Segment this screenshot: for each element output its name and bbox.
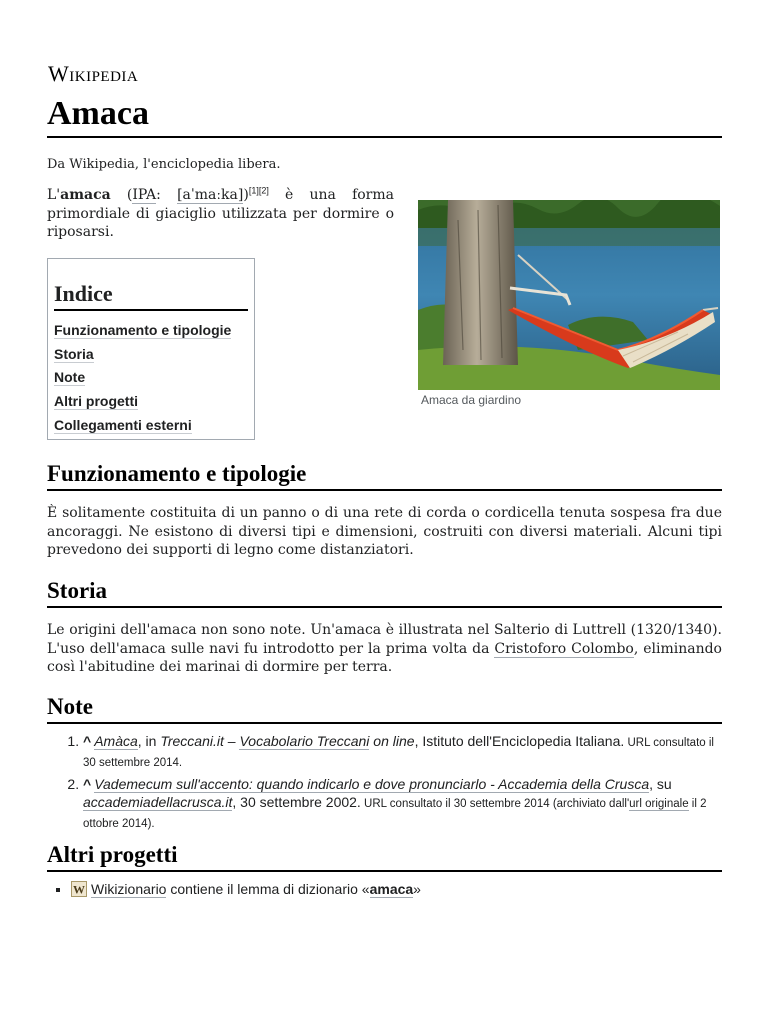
svg-text:W: ▪ W (73, 882, 85, 897)
backlink-caret[interactable]: ^ (83, 776, 92, 792)
toc-item-note[interactable]: Note (54, 369, 86, 386)
table-of-contents (47, 258, 255, 440)
amaca-dictionary-link[interactable]: amaca (369, 881, 414, 897)
storia-paragraph (47, 621, 722, 677)
hammock-figure (418, 200, 720, 407)
wikipedia-logo[interactable]: Wikipedia (48, 61, 139, 86)
intro-text: L' (47, 187, 61, 203)
wiktionary-icon (71, 881, 87, 897)
intro-text: ) (243, 187, 249, 203)
figure-caption: Amaca da giardino (421, 393, 522, 407)
reference-link[interactable]: Vademecum sull'accento: quando indicarlo e dove pronunciarlo - Accademia della Crusca (94, 776, 650, 792)
heading-note: Note (47, 693, 722, 724)
heading-funzionamento: Funzionamento e tipologie (47, 460, 722, 491)
reference-1-link[interactable]: [1] (248, 185, 259, 196)
sister-project-text: » (413, 881, 421, 897)
reference-source: on line (369, 733, 415, 749)
hammock-photo[interactable] (418, 200, 720, 390)
backlink-caret[interactable]: ^ (83, 733, 92, 749)
reference-access-date: URL consultato il 30 settembre 2014 (archiviato dall' (360, 798, 630, 810)
reference-2-link[interactable]: [2] (258, 185, 269, 196)
reference-text: , su (649, 776, 672, 792)
toc-item-altri-progetti[interactable]: Altri progetti (54, 393, 138, 410)
toc-item-storia[interactable]: Storia (54, 345, 94, 362)
intro-bold-term: amaca (60, 187, 111, 203)
reference-link[interactable]: Vocabolario Treccani (239, 733, 370, 749)
cristoforo-colombo-link[interactable]: Cristoforo Colombo (494, 640, 634, 657)
references-list (47, 732, 727, 836)
original-url-link[interactable]: url originale (629, 798, 689, 810)
reference-item (83, 732, 727, 772)
reference-item (83, 775, 727, 833)
intro-text: ( (110, 187, 133, 203)
wikizionario-link[interactable]: Wikizionario (91, 881, 167, 897)
page-title: Amaca (47, 94, 722, 138)
heading-storia: Storia (47, 577, 722, 608)
reference-text: , in (137, 733, 161, 749)
reference-text: , Istituto dell'Enciclopedia Italiana. (414, 733, 625, 749)
sister-project-text: contiene il lemma di dizionario « (166, 881, 370, 897)
funzionamento-paragraph: È solitamente costituita di un panno o di una rete di corda o cordicella tenuta sospesa fra due ancoraggi. Ne esistono di diversi tipi e dimensioni, costruiti con diversi materiali. Alcuni tipi prevedono dei supporti di legno come distanziatori. (47, 505, 722, 558)
sister-projects-list (47, 880, 722, 898)
list-item (71, 880, 722, 898)
ipa-link[interactable]: IPA (132, 187, 157, 203)
reference-archive-date: il 2 ottobre 2014). (83, 798, 707, 830)
reference-source: Treccani.it (160, 733, 224, 749)
storia-text: , eliminando così l'abitudine dei marinai di dormire per terra. (47, 640, 722, 675)
toc-item-collegamenti-esterni[interactable]: Collegamenti esterni (54, 416, 192, 433)
intro-text: è una forma primordiale di giaciglio utilizzata per dormire o riposarsi. (47, 187, 394, 240)
reference-text: , 30 settembre 2002. (232, 794, 361, 810)
intro-text: : (156, 187, 178, 203)
toc-item-funzionamento[interactable]: Funzionamento e tipologie (54, 322, 232, 338)
page-subtitle: Da Wikipedia, l'enciclopedia libera. (47, 157, 281, 172)
reference-link[interactable]: accademiadellacrusca.it (83, 794, 233, 810)
storia-text: Le origini dell'amaca non sono note. Un'amaca è illustrata nel Salterio di Luttrell (1320/1340). L'uso dell'amaca sulle navi fu introdotto per la prima volta da (47, 622, 722, 657)
toc-title: Indice (54, 281, 248, 311)
intro-paragraph (47, 186, 394, 242)
reference-text: – (223, 733, 240, 749)
heading-altri-progetti: Altri progetti (47, 841, 722, 872)
ipa-pronunciation-link[interactable]: [aˈmaːka] (177, 187, 244, 203)
reference-link[interactable]: Amàca (94, 733, 138, 749)
reference-access-date: URL consultato il 30 settembre 2014. (83, 737, 714, 769)
